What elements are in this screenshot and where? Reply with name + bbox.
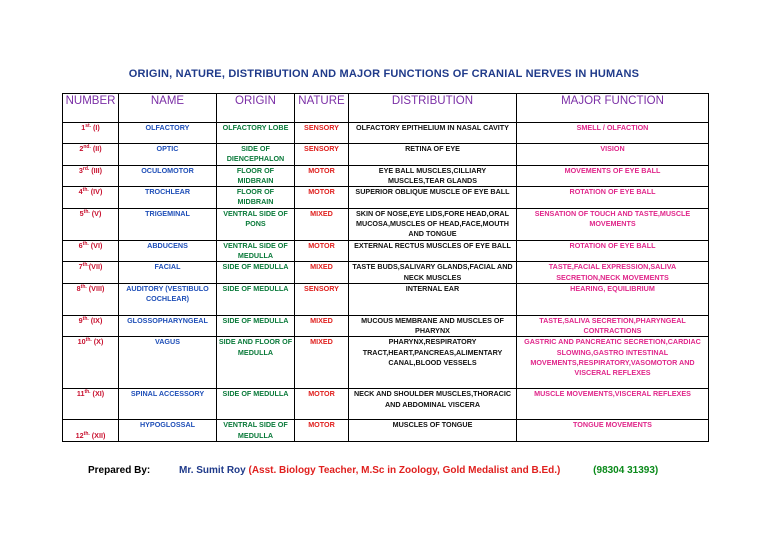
- distribution-cell: OLFACTORY EPITHELIUM IN NASAL CAVITY: [349, 123, 517, 144]
- distribution-cell: MUCOUS MEMBRANE AND MUSCLES OF PHARYNX: [349, 315, 517, 337]
- name-cell: TROCHLEAR: [119, 187, 217, 209]
- nerve-ordinal: 9: [78, 315, 83, 325]
- ordinal-suffix: th.: [83, 208, 90, 215]
- name-cell: OCULOMOTOR: [119, 165, 217, 187]
- nerve-roman-numeral: (II): [90, 144, 102, 153]
- nerve-roman-numeral: (VI): [88, 240, 103, 250]
- table-row: [63, 144, 709, 166]
- name-cell: TRIGEMINAL: [119, 208, 217, 240]
- nerve-roman-numeral: (V): [89, 208, 102, 218]
- nature-cell: SENSORY: [295, 123, 349, 144]
- function-cell: TASTE,FACIAL EXPRESSION,SALIVA SECRETION,NECK MOVEMENTS: [517, 262, 709, 284]
- nature-cell: MIXED: [295, 208, 349, 240]
- origin-cell: OLFACTORY LOBE: [217, 123, 295, 144]
- function-cell: MUSCLE MOVEMENTS,VISCERAL REFLEXES: [517, 389, 709, 420]
- nerve-ordinal: 4: [78, 187, 83, 197]
- nerve-ordinal: 8: [76, 283, 81, 293]
- ordinal-suffix: th.: [82, 315, 89, 322]
- header-number: NUMBER: [63, 94, 119, 123]
- number-cell: [63, 240, 119, 262]
- number-cell: [63, 123, 119, 144]
- function-cell: MOVEMENTS OF EYE BALL: [517, 165, 709, 187]
- ordinal-suffix: th.: [82, 187, 89, 194]
- distribution-cell: PHARYNX,RESPIRATORY TRACT,HEART,PANCREAS,ALIMENTARY CANAL,BLOOD VESSELS: [349, 337, 517, 389]
- distribution-cell: RETINA OF EYE: [349, 144, 517, 166]
- distribution-cell: SKIN OF NOSE,EYE LIDS,FORE HEAD,ORAL MUCOSA,MUSCLES OF HEAD,FACE,MOUTH AND TONGUE: [349, 208, 517, 240]
- number-cell: [63, 262, 119, 284]
- nature-cell: MOTOR: [295, 165, 349, 187]
- nature-cell: MOTOR: [295, 187, 349, 209]
- nature-cell: MOTOR: [295, 389, 349, 420]
- nature-cell: SENSORY: [295, 283, 349, 315]
- name-cell: OLFACTORY: [119, 123, 217, 144]
- table-row: [63, 165, 709, 187]
- origin-cell: SIDE OF DIENCEPHALON: [217, 144, 295, 166]
- nerve-ordinal: 5: [79, 208, 84, 218]
- author-phone: (98304 31393): [593, 465, 659, 476]
- origin-cell: SIDE OF MEDULLA: [217, 283, 295, 315]
- function-cell: SENSATION OF TOUCH AND TASTE,MUSCLE MOVEMENTS: [517, 208, 709, 240]
- origin-cell: FLOOR OF MIDBRAIN: [217, 187, 295, 209]
- name-cell: OPTIC: [119, 144, 217, 166]
- name-cell: AUDITORY (VESTIBULO COCHLEAR): [119, 283, 217, 315]
- nerve-ordinal: 11: [76, 389, 85, 399]
- function-cell: ROTATION OF EYE BALL: [517, 187, 709, 209]
- nerve-roman-numeral: (XII): [89, 430, 106, 440]
- ordinal-suffix: rd.: [82, 165, 90, 172]
- name-cell: ABDUCENS: [119, 240, 217, 262]
- name-cell: FACIAL: [119, 262, 217, 284]
- origin-cell: VENTRAL SIDE OF MEDULLA: [217, 240, 295, 262]
- nerve-roman-numeral: (I): [91, 123, 100, 132]
- nerve-roman-numeral: (VIII): [86, 283, 105, 293]
- origin-cell: SIDE OF MEDULLA: [217, 262, 295, 284]
- number-cell: [63, 283, 119, 315]
- number-cell: [63, 337, 119, 389]
- ordinal-suffix: th.: [85, 337, 92, 344]
- nerve-roman-numeral: (IX): [88, 315, 103, 325]
- header-origin: ORIGIN: [217, 94, 295, 123]
- number-cell: [63, 420, 119, 442]
- ordinal-suffix: nd.: [83, 144, 91, 150]
- nature-cell: SENSORY: [295, 144, 349, 166]
- nerve-roman-numeral: (III): [89, 165, 103, 175]
- ordinal-suffix: th.: [84, 389, 91, 396]
- author-name: Mr. Sumit Roy: [179, 465, 246, 476]
- document-title: ORIGIN, NATURE, DISTRIBUTION AND MAJOR FUNCTIONS OF CRANIAL NERVES IN HUMANS: [128, 68, 640, 80]
- name-cell: HYPOGLOSSAL: [119, 420, 217, 442]
- table-row: [63, 283, 709, 315]
- footer: [88, 465, 658, 476]
- function-cell: TASTE,SALIVA SECRETION,PHARYNGEAL CONTRACTIONS: [517, 315, 709, 337]
- ordinal-suffix: st.: [85, 123, 92, 129]
- origin-cell: SIDE OF MEDULLA: [217, 389, 295, 420]
- table-row: [63, 337, 709, 389]
- prepared-by-label: Prepared By:: [88, 465, 151, 476]
- distribution-cell: TASTE BUDS,SALIVARY GLANDS,FACIAL AND NECK MUSCLES: [349, 262, 517, 284]
- nerve-ordinal: 2: [79, 144, 84, 153]
- ordinal-suffix: th.: [82, 240, 89, 247]
- function-cell: TONGUE MOVEMENTS: [517, 420, 709, 442]
- table-row: [63, 389, 709, 420]
- nerve-ordinal: 6: [78, 240, 83, 250]
- ordinal-suffix: th.: [83, 430, 90, 437]
- number-cell: [63, 165, 119, 187]
- function-cell: SMELL / OLFACTION: [517, 123, 709, 144]
- nature-cell: MOTOR: [295, 420, 349, 442]
- nerve-ordinal: 10: [77, 337, 86, 347]
- function-cell: VISION: [517, 144, 709, 166]
- distribution-cell: EXTERNAL RECTUS MUSCLES OF EYE BALL: [349, 240, 517, 262]
- name-cell: VAGUS: [119, 337, 217, 389]
- origin-cell: VENTRAL SIDE OF MEDULLA: [217, 420, 295, 442]
- distribution-cell: SUPERIOR OBLIQUE MUSCLE OF EYE BALL: [349, 187, 517, 209]
- nerve-roman-numeral: (VII): [88, 262, 103, 272]
- cranial-nerves-table: [62, 93, 709, 442]
- nerve-ordinal: 7: [78, 262, 83, 272]
- nature-cell: MIXED: [295, 315, 349, 337]
- table-row: [63, 240, 709, 262]
- distribution-cell: INTERNAL EAR: [349, 283, 517, 315]
- header-function: MAJOR FUNCTION: [517, 94, 709, 123]
- nature-cell: MIXED: [295, 337, 349, 389]
- function-cell: ROTATION OF EYE BALL: [517, 240, 709, 262]
- number-cell: [63, 144, 119, 166]
- header-name: NAME: [119, 94, 217, 123]
- nature-cell: MIXED: [295, 262, 349, 284]
- name-cell: SPINAL ACCESSORY: [119, 389, 217, 420]
- nerve-ordinal: 1: [81, 123, 86, 132]
- nerve-ordinal: 12: [75, 430, 84, 440]
- table-row: [63, 262, 709, 284]
- table-row: [63, 315, 709, 337]
- number-cell: [63, 315, 119, 337]
- function-cell: GASTRIC AND PANCREATIC SECRETION,CARDIAC SLOWING,GASTRO INTESTINAL MOVEMENTS,RESPIRATORY,VASOMOTOR AND VISCERAL REFLEXES: [517, 337, 709, 389]
- number-cell: [63, 187, 119, 209]
- name-cell: GLOSSOPHARYNGEAL: [119, 315, 217, 337]
- origin-cell: VENTRAL SIDE OF PONS: [217, 208, 295, 240]
- ordinal-suffix: th.: [80, 283, 87, 290]
- distribution-cell: EYE BALL MUSCLES,CILLIARY MUSCLES,TEAR GLANDS: [349, 165, 517, 187]
- nerve-roman-numeral: (XI): [90, 389, 105, 399]
- author-credentials: (Asst. Biology Teacher, M.Sc in Zoology, Gold Medalist and B.Ed.): [248, 465, 561, 476]
- origin-cell: FLOOR OF MIDBRAIN: [217, 165, 295, 187]
- origin-cell: SIDE AND FLOOR OF MEDULLA: [217, 337, 295, 389]
- header-nature: NATURE: [295, 94, 349, 123]
- table-row: [63, 208, 709, 240]
- function-cell: HEARING, EQUILIBRIUM: [517, 283, 709, 315]
- nerve-roman-numeral: (IV): [88, 187, 103, 197]
- nerve-roman-numeral: (X): [91, 337, 104, 347]
- table-header-row: [63, 94, 709, 123]
- number-cell: [63, 389, 119, 420]
- number-cell: [63, 208, 119, 240]
- distribution-cell: MUSCLES OF TONGUE: [349, 420, 517, 442]
- nature-cell: MOTOR: [295, 240, 349, 262]
- table-row: [63, 187, 709, 209]
- origin-cell: SIDE OF MEDULLA: [217, 315, 295, 337]
- ordinal-suffix: th.: [82, 262, 89, 269]
- table-row: [63, 123, 709, 144]
- header-distribution: DISTRIBUTION: [349, 94, 517, 123]
- nerve-ordinal: 3: [78, 165, 83, 175]
- table-row: [63, 420, 709, 442]
- distribution-cell: NECK AND SHOULDER MUSCLES,THORACIC AND ABDOMINAL VISCERA: [349, 389, 517, 420]
